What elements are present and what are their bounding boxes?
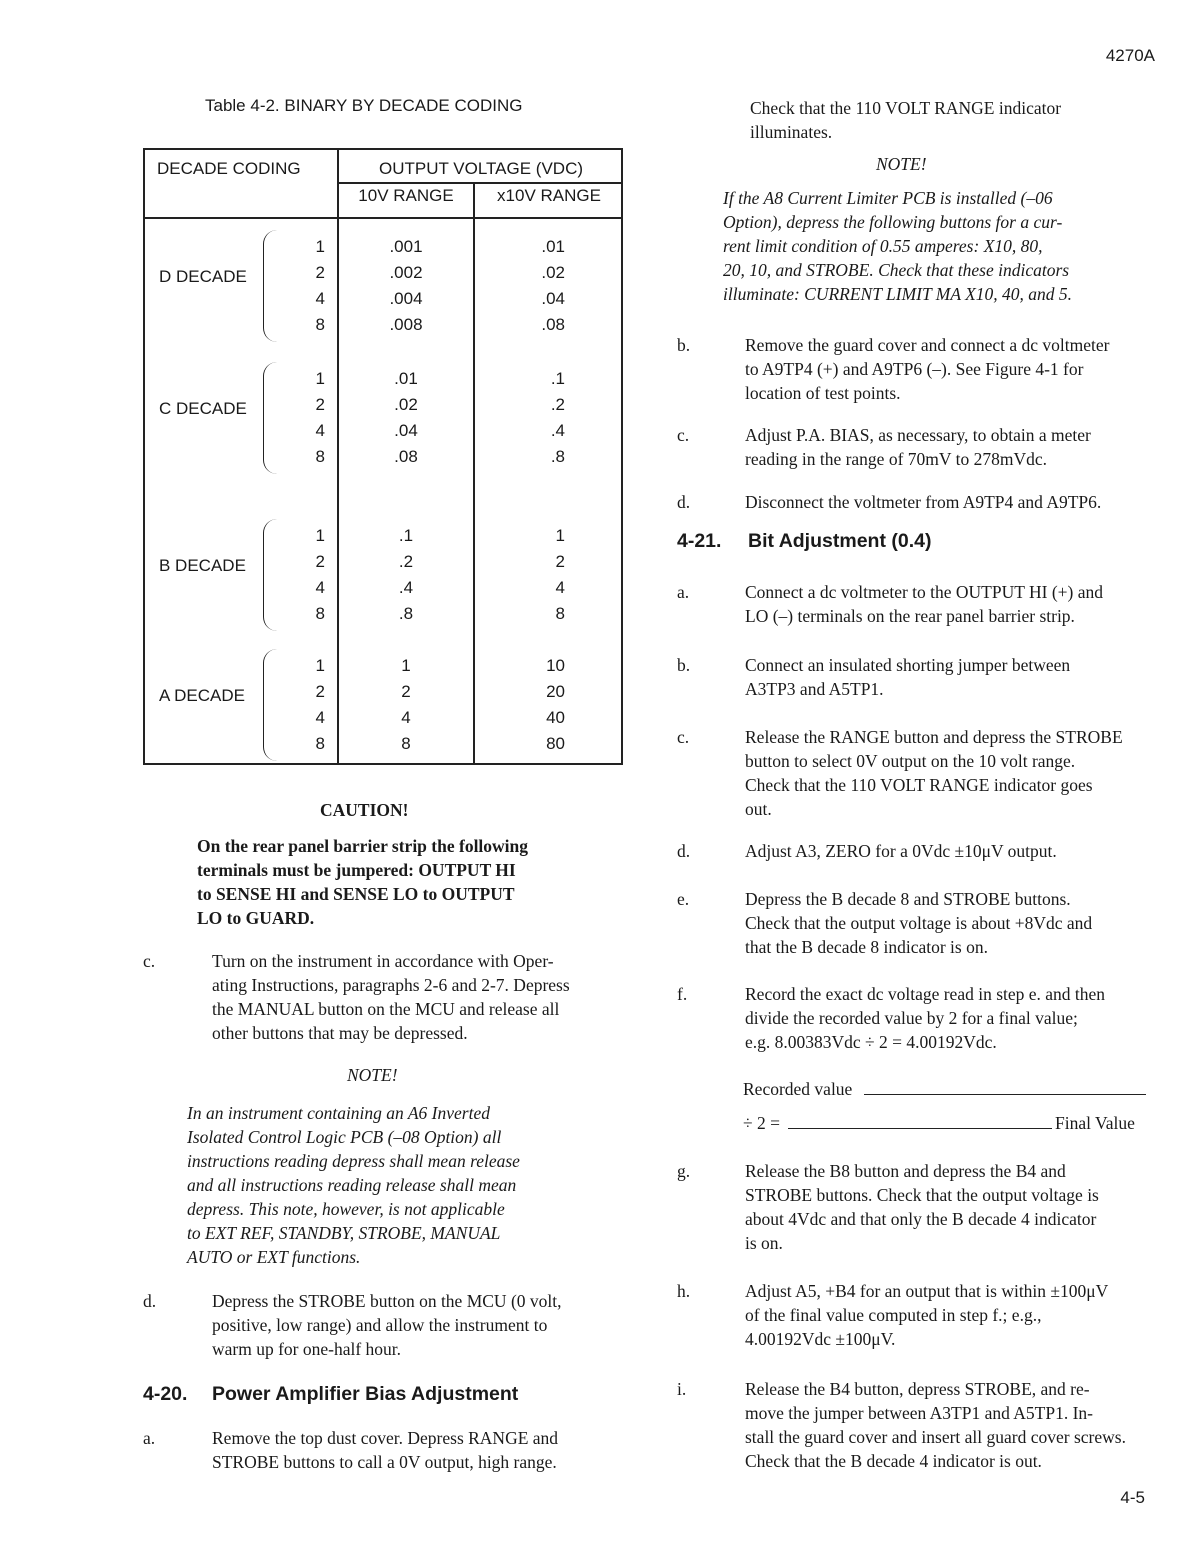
voltage-10v: .02: [394, 395, 418, 414]
voltage-10v: .001: [389, 237, 423, 256]
continued-text: Check that the 110 VOLT RANGE indicator illuminates.: [750, 98, 1062, 142]
voltage-x10v: .04: [541, 289, 565, 308]
section-title: Power Amplifier Bias Adjustment: [212, 1383, 519, 1405]
step-letter: h.: [677, 1281, 691, 1301]
header-x10v-range: x10V RANGE: [497, 186, 601, 205]
voltage-10v: .002: [389, 263, 423, 282]
voltage-10v: 2: [401, 682, 411, 701]
voltage-10v: 4: [401, 708, 411, 727]
caution-title: CAUTION!: [320, 800, 409, 820]
brace-icon: [263, 230, 282, 342]
decade-label: B DECADE: [159, 556, 246, 575]
step-text: Adjust A3, ZERO for a 0Vdc ±10μV output.: [745, 841, 1057, 861]
step-letter: d.: [677, 841, 691, 861]
voltage-10v: .2: [398, 552, 414, 571]
voltage-x10v: 40: [546, 708, 565, 727]
voltage-x10v: 8: [555, 604, 565, 623]
brace-icon: [263, 649, 282, 761]
header-10v-range: 10V RANGE: [358, 186, 454, 205]
section-number: 4-21.: [677, 530, 722, 552]
voltage-x10v: 10: [546, 656, 565, 675]
voltage-10v: .08: [394, 447, 418, 466]
header-bottom-line: [145, 217, 621, 219]
voltage-10v: 8: [401, 734, 411, 753]
step-text: Release the RANGE button and depress the STROBE button to select 0V output on the 10 volt range. Check that the 110 VOLT RANGE indicator goes out.: [745, 727, 1123, 819]
voltage-10v: 1: [401, 656, 411, 675]
caution-text: On the rear panel barrier strip the following terminals must be jumpered: OUTPUT HI to SENSE HI and SENSE LO to OUTPUT LO to GUARD.: [197, 836, 529, 928]
step-letter: g.: [677, 1161, 691, 1181]
voltage-x10v: 2: [555, 552, 565, 571]
step-letter: d.: [143, 1291, 157, 1311]
voltage-x10v: .08: [541, 315, 565, 334]
voltage-10v: .8: [398, 604, 414, 623]
bit-value: 4: [315, 708, 325, 727]
step-text: Disconnect the voltmeter from A9TP4 and A9TP6.: [745, 492, 1102, 512]
step-letter: c.: [143, 951, 156, 971]
note-title: NOTE!: [876, 154, 927, 174]
note-title: NOTE!: [347, 1065, 398, 1085]
step-letter: f.: [677, 984, 688, 1004]
bit-value: 1: [315, 656, 325, 675]
step-text: Release the B8 button and depress the B4 and STROBE buttons. Check that the output voltage is about 4Vdc and that only the B decade 4 indicator is on.: [745, 1161, 1099, 1253]
voltage-x10v: 80: [546, 734, 565, 753]
note-text: In an instrument containing an A6 Inverted Isolated Control Logic PCB (–08 Option) all instructions reading depress shall mean release and all instructions reading release shall mean depress. This note, however, is not applicable to EXT REF, STANDBY, STROBE, MANUAL AUTO or EXT functions.: [187, 1103, 520, 1267]
final-value-blank: [788, 1128, 1052, 1129]
section-title: Bit Adjustment (0.4): [748, 530, 932, 552]
step-text: Record the exact dc voltage read in step e. and then divide the recorded value by 2 for a final value; e.g. 8.00383Vdc ÷ 2 = 4.00192Vdc.: [745, 984, 1106, 1052]
bit-value: 4: [315, 289, 325, 308]
voltage-10v: .008: [389, 315, 423, 334]
bit-value: 2: [315, 263, 325, 282]
step-letter: b.: [677, 335, 691, 355]
voltage-10v: .04: [394, 421, 418, 440]
step-letter: a.: [143, 1428, 156, 1448]
voltage-x10v: 20: [546, 682, 565, 701]
voltage-10v: .01: [394, 369, 418, 388]
step-letter: c.: [677, 425, 690, 445]
bit-value: 1: [315, 526, 325, 545]
step-letter: b.: [677, 655, 691, 675]
recorded-value-blank: [864, 1094, 1146, 1095]
voltage-x10v: .1: [550, 369, 565, 388]
bit-value: 8: [315, 734, 325, 753]
section-number: 4-20.: [143, 1383, 188, 1405]
recorded-value-label: Recorded value: [743, 1079, 853, 1099]
voltage-10v: .1: [398, 526, 414, 545]
final-value-label: Final Value: [1055, 1113, 1135, 1133]
bit-value: 8: [315, 447, 325, 466]
voltage-x10v: .8: [550, 447, 565, 466]
bit-value: 1: [315, 369, 325, 388]
voltage-x10v: .4: [550, 421, 565, 440]
decade-label: D DECADE: [159, 267, 247, 286]
note-text: If the A8 Current Limiter PCB is installed (–06 Option), depress the following buttons for a cur- rent limit condition of 0.55 amperes: X10, 80, 20, 10, and STROBE. Check that these indicators illuminate: CURRENT LIMIT MA X10, 40, and 5.: [723, 188, 1073, 304]
step-text: Adjust P.A. BIAS, as necessary, to obtain a meter reading in the range of 70mV to 278mVdc.: [745, 425, 1091, 469]
decade-label: A DECADE: [159, 686, 245, 705]
step-text: Connect a dc voltmeter to the OUTPUT HI (+) and LO (–) terminals on the rear panel barrier strip.: [745, 582, 1103, 626]
step-text: Depress the B decade 8 and STROBE buttons. Check that the output voltage is about +8Vdc and that the B decade 8 indicator is on.: [745, 889, 1093, 957]
voltage-x10v: 1: [555, 526, 565, 545]
voltage-10v: .4: [398, 578, 414, 597]
voltage-x10v: .2: [550, 395, 565, 414]
step-letter: i.: [677, 1379, 687, 1399]
bit-value: 2: [315, 395, 325, 414]
step-letter: a.: [677, 582, 690, 602]
bit-value: 2: [315, 552, 325, 571]
decade-label: C DECADE: [159, 399, 247, 418]
brace-icon: [263, 362, 282, 474]
step-text: Connect an insulated shorting jumper between A3TP3 and A5TP1.: [745, 655, 1071, 699]
step-text: Turn on the instrument in accordance with Oper- ating Instructions, paragraphs 2-6 and 2-7. Depress the MANUAL button on the MCU and release all other buttons that may be depressed.: [212, 951, 570, 1043]
bit-value: 4: [315, 578, 325, 597]
voltage-x10v: .02: [541, 263, 565, 282]
step-letter: e.: [677, 889, 690, 909]
voltage-x10v: 4: [555, 578, 565, 597]
document-id: 4270A: [1105, 46, 1155, 65]
page-number: 4-5: [1120, 1488, 1145, 1507]
voltage-x10v: .01: [541, 237, 565, 256]
bit-value: 1: [315, 237, 325, 256]
step-text: Depress the STROBE button on the MCU (0 volt, positive, low range) and allow the instrument to warm up for one-half hour.: [212, 1291, 562, 1359]
step-text: Adjust A5, +B4 for an output that is within ±100μV of the final value computed in step f.; e.g., 4.00192Vdc ±100μV.: [745, 1281, 1109, 1349]
brace-icon: [263, 519, 282, 631]
step-letter: c.: [677, 727, 690, 747]
voltage-10v: .004: [389, 289, 423, 308]
step-letter: d.: [677, 492, 691, 512]
bit-value: 8: [315, 604, 325, 623]
header-output-voltage: OUTPUT VOLTAGE (VDC): [378, 159, 584, 178]
step-text: Remove the top dust cover. Depress RANGE and STROBE buttons to call a 0V output, high range.: [212, 1428, 559, 1472]
bit-value: 2: [315, 682, 325, 701]
bit-value: 8: [315, 315, 325, 334]
decade-coding-table: [143, 148, 623, 765]
header-decade-coding: DECADE CODING: [157, 159, 301, 178]
step-text: Release the B4 button, depress STROBE, and re- move the jumper between A3TP1 and A5TP1. In- stall the guard cover and insert all guard cover screws. Check that the B decade 4 indicator is out.: [745, 1379, 1126, 1471]
table-title: Table 4-2. BINARY BY DECADE CODING: [205, 96, 523, 115]
step-text: Remove the guard cover and connect a dc voltmeter to A9TP4 (+) and A9TP6 (–). See Figure 4-1 for location of test points.: [745, 335, 1110, 403]
bit-value: 4: [315, 421, 325, 440]
divide-label: ÷ 2 =: [743, 1113, 780, 1133]
